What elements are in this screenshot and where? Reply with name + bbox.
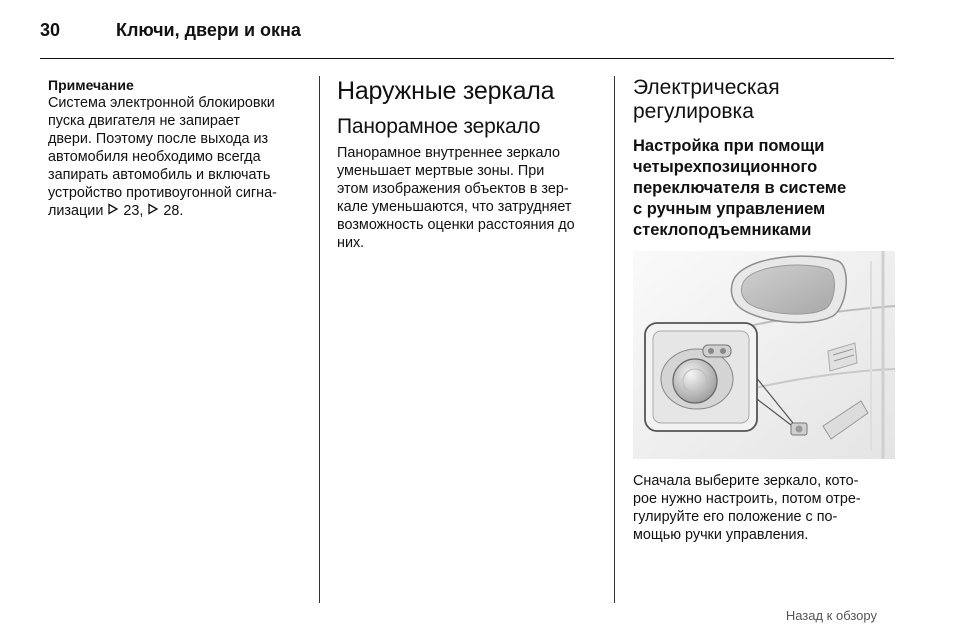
back-to-overview-link[interactable]: Назад к обзору — [785, 608, 877, 623]
triangle-right-icon[interactable] — [147, 202, 159, 220]
note-text — [48, 94, 310, 220]
chapter-title: Ключи, двери и окна — [116, 20, 301, 40]
triangle-right-icon[interactable] — [107, 202, 119, 220]
column-mirrors — [337, 76, 605, 252]
column-note — [48, 76, 310, 220]
panoramic-mirror-text: Панорамное внутреннее зеркало уменьшает мертвые зоны. При этом изображения объектов в зер- кале уменьшаются, что затрудняет возможность оценки расстояния до них. — [337, 145, 575, 251]
header-rule — [40, 58, 894, 59]
section-subheading-switch: Настройка при помощи четырехпозиционного переключателя в системе с ручным управлением стеклоподъемниками — [633, 137, 847, 239]
page-number: 30 — [40, 20, 61, 40]
page-header — [40, 20, 895, 50]
mirror-adjust-instructions: Сначала выберите зеркало, кото- рое нужно настроить, потом отре- гулируйте его положение с по- мощью ручки управления. — [633, 473, 861, 543]
section-heading-outside-mirrors: Наружные зеркала — [337, 77, 555, 105]
ref-page-2[interactable]: 28. — [159, 203, 184, 219]
column-divider-2 — [614, 76, 615, 603]
section-subheading-panoramic: Панорамное зеркало — [337, 115, 541, 138]
section-heading-electric: Электрическая регулировка — [633, 76, 780, 123]
mirror-switch-illustration — [633, 251, 895, 459]
ref-page-1[interactable]: 23, — [119, 203, 148, 219]
column-divider-1 — [319, 76, 320, 603]
column-electric-adjust — [633, 76, 895, 544]
note-title: Примечание — [48, 77, 134, 93]
note-body: Система электронной блокировки пуска двигателя не запирает двери. Поэтому после выхода из автомобиля необходимо всегда запирать автомобиль и включать устройство противоугонной сигна- лизации — [48, 95, 277, 219]
